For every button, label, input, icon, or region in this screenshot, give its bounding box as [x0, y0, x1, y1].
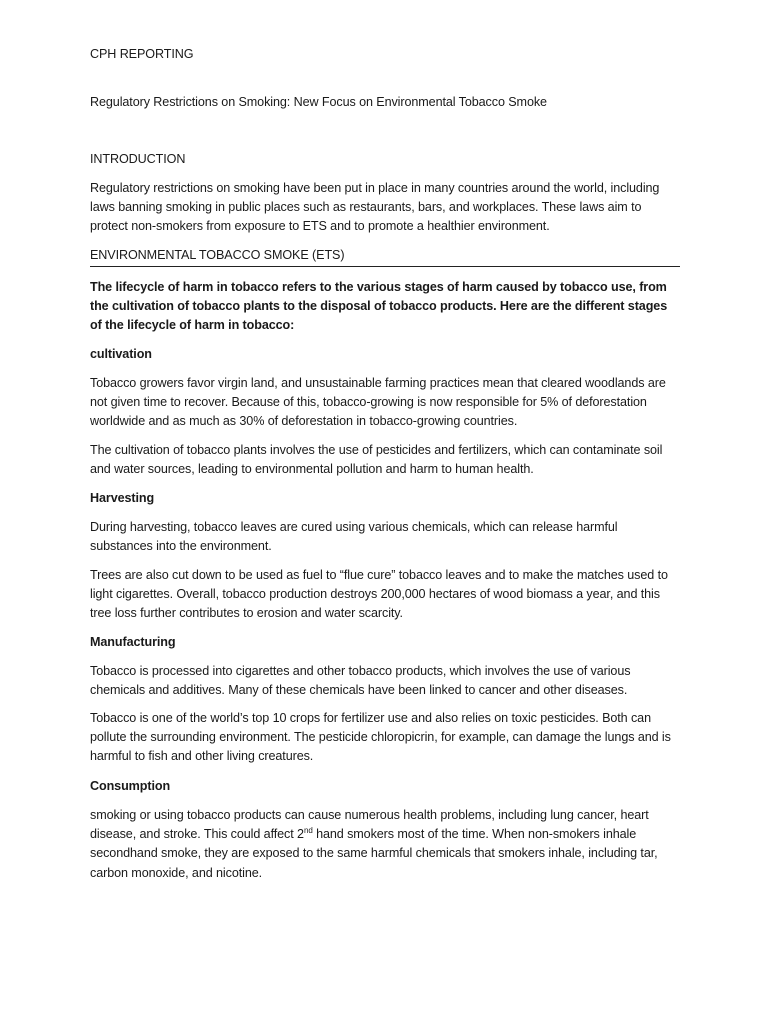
manufacturing-heading: Manufacturing — [90, 635, 176, 649]
cultivation-heading: cultivation — [90, 347, 152, 361]
harvesting-paragraph-1: During harvesting, tobacco leaves are cured using various chemicals, which can release harmful substances into the environment. — [90, 520, 618, 554]
consumption-text-part-2: hand smokers most of the time. When non-smokers inhale secondhand smoke, they are exposed to the same harmful chemicals that smokers inhale, including tar, carbon monoxide, and nicotine. — [90, 827, 658, 880]
manufacturing-paragraph-2: Tobacco is one of the world’s top 10 crops for fertilizer use and also relies on toxic pesticides. Both can pollute the surrounding environment. The pesticide chloropicrin, for example, can damage the lungs and is harmful to fish and other living creatures. — [90, 711, 671, 764]
ordinal-superscript: nd — [303, 826, 313, 836]
harvesting-paragraph-2: Trees are also cut down to be used as fuel to “flue cure” tobacco leaves and to make the matches used to light cigarettes. Overall, tobacco production destroys 200,000 hectares of wood biomass a year, and this tree loss further contributes to erosion and water scarcity. — [90, 568, 668, 621]
consumption-paragraph — [90, 806, 682, 883]
ets-heading-rule — [90, 266, 680, 267]
cultivation-paragraph-2: The cultivation of tobacco plants involves the use of pesticides and fertilizers, which can contaminate soil and water sources, leading to environmental pollution and harm to human health. — [90, 443, 663, 477]
document-title: Regulatory Restrictions on Smoking: New Focus on Environmental Tobacco Smoke — [90, 95, 547, 109]
consumption-text-part-1: smoking or using tobacco products can cause numerous health problems, including lung cancer, heart disease, and stroke. This could affect 2 — [90, 808, 649, 842]
intro-paragraph: Regulatory restrictions on smoking have been put in place in many countries around the world, including laws banning smoking in public places such as restaurants, bars, and workplaces. These laws aim to protect non-smokers from exposure to ETS and to promote a healthier environment. — [90, 181, 660, 234]
ets-heading: ENVIRONMENTAL TOBACCO SMOKE (ETS) — [90, 248, 345, 262]
ets-lead-paragraph: The lifecycle of harm in tobacco refers to the various stages of harm caused by tobacco use, from the cultivation of tobacco plants to the disposal of tobacco products. Here are the different stages of the lifecycle of harm in tobacco: — [90, 280, 668, 333]
report-label: CPH REPORTING — [90, 47, 194, 61]
manufacturing-paragraph-1: Tobacco is processed into cigarettes and other tobacco products, which involves the use of various chemicals and additives. Many of these chemicals have been linked to cancer and other diseases. — [90, 664, 631, 698]
intro-heading: INTRODUCTION — [90, 152, 186, 166]
cultivation-paragraph-1: Tobacco growers favor virgin land, and unsustainable farming practices mean that cleared woodlands are not given time to recover. Because of this, tobacco-growing is now responsible for 5% of deforestation worldwide and as much as 30% of deforestation in tobacco-growing countries. — [90, 376, 666, 429]
harvesting-heading: Harvesting — [90, 491, 155, 505]
consumption-heading: Consumption — [90, 779, 171, 793]
